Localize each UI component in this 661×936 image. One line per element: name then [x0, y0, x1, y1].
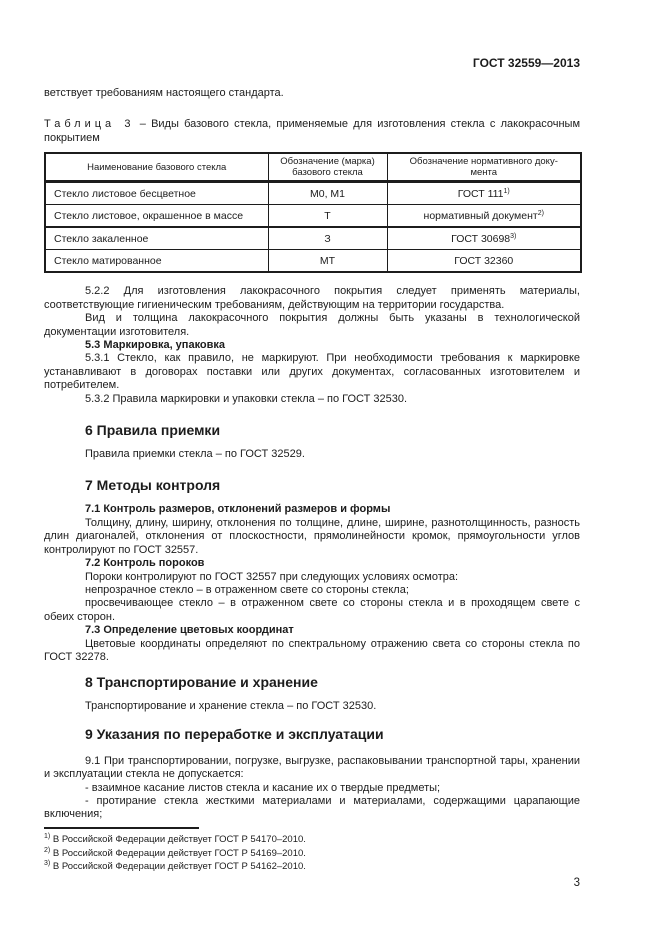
paragraph-5-3-2: 5.3.2 Правила маркировки и упаковки стекла – по ГОСТ 32530. — [85, 392, 408, 405]
paragraph-7-2-opaque: непрозрачное стекло – в отраженном свете со стороны стекла; — [85, 583, 409, 596]
cell-glass-doc-text: ГОСТ 111 — [457, 187, 504, 200]
lead-paragraph: ветствует требованиям настоящего стандарта. — [44, 87, 284, 99]
cell-glass-name: Стекло закаленное — [45, 227, 268, 250]
column-header-doc-line1: Обозначение нормативного доку- — [409, 156, 558, 168]
footnote-rule — [44, 827, 199, 830]
cell-glass-mark: З — [268, 227, 387, 250]
cell-glass-name: Стекло листовое, окрашенное в массе — [45, 205, 268, 228]
footnote-text: В Российской Федерации действует ГОСТ Р 54162–2010. — [52, 861, 306, 873]
footnote-text: В Российской Федерации действует ГОСТ Р 54169–2010. — [52, 847, 306, 859]
paragraph-8: Транспортирование и хранение стекла – по ГОСТ 32530. — [85, 700, 377, 713]
cell-glass-doc — [387, 205, 581, 228]
column-header-mark — [268, 153, 387, 182]
list-item-glass-wiping: - протирание стекла жесткими материалами и материалами, содержащими царапающие включения; — [44, 794, 580, 821]
footnote-ref: 2) — [537, 209, 544, 217]
table3-caption-label: Таблица 3 — [44, 118, 135, 131]
table3-caption-text-line1: Виды базового стекла, применяемые для изготовления стекла с лакокрасочным — [151, 118, 581, 131]
cell-glass-doc — [387, 250, 581, 273]
column-header-mark-line2: базового стекла — [292, 167, 363, 179]
footnote-text: В Российской Федерации действует ГОСТ Р 54170–2010. — [52, 834, 306, 846]
footnote — [44, 847, 580, 861]
footnote — [44, 860, 580, 874]
subheading-5-3: 5.3 Маркировка, упаковка — [85, 339, 226, 352]
footnote-marker: 3) — [44, 860, 51, 868]
cell-glass-name: Стекло матированное — [45, 250, 268, 273]
subheading-7-1: 7.1 Контроль размеров, отклонений размеров и формы — [85, 503, 391, 516]
cell-glass-doc-text: нормативный документ — [423, 209, 538, 222]
paragraph-7-2-intro: Пороки контролируют по ГОСТ 32557 при следующих условиях осмотра: — [85, 570, 459, 583]
subheading-7-2: 7.2 Контроль пороков — [85, 557, 205, 570]
cell-glass-doc — [387, 182, 581, 205]
heading-section-8: 8 Транспортирование и хранение — [85, 674, 318, 691]
cell-glass-name: Стекло листовое бесцветное — [45, 182, 268, 205]
table3-header-row — [45, 153, 581, 182]
table-row — [45, 205, 581, 228]
subheading-7-3: 7.3 Определение цветовых координат — [85, 624, 294, 637]
footnotes-block — [44, 827, 580, 874]
list-item-glass-contact: - взаимное касание листов стекла и касание их о твердые предметы; — [85, 781, 441, 794]
footnote-marker: 1) — [44, 833, 51, 841]
cell-glass-mark: М0, М1 — [268, 182, 387, 205]
table-row — [45, 250, 581, 273]
paragraph-7-1: Толщину, длину, ширину, отклонения по толщине, длине, ширине, разнотолщинность, разность длин диагоналей, отклонения от плоскостности, прямолинейности кромок, прямоугольности углов контролируют по ГОСТ 32557. — [44, 516, 580, 556]
doc-code: ГОСТ 32559—2013 — [472, 56, 580, 70]
paragraph-7-2-translucent: просвечивающее стекло – в отраженном свете со стороны стекла и в проходящем свете с обеих сторон. — [44, 597, 580, 623]
column-header-name: Наименование базового стекла — [45, 153, 268, 182]
cell-glass-doc-text: ГОСТ 30698 — [451, 232, 511, 245]
paragraph-6: Правила приемки стекла – по ГОСТ 32529. — [85, 448, 305, 461]
table-row — [45, 227, 581, 250]
table3-caption-text-line2: покрытием — [44, 132, 100, 145]
table3 — [44, 152, 582, 273]
cell-glass-doc-text: ГОСТ 32360 — [454, 254, 514, 267]
footnote-ref: 3) — [510, 232, 517, 240]
table3-caption-dash: – — [139, 118, 146, 131]
column-header-mark-line1: Обозначение (марка) — [280, 156, 375, 168]
heading-section-7: 7 Методы контроля — [85, 477, 221, 494]
heading-section-6: 6 Правила приемки — [85, 422, 221, 439]
footnote-marker: 2) — [44, 846, 51, 854]
column-header-doc — [387, 153, 581, 182]
page-number: 3 — [573, 876, 580, 889]
paragraph-coating-info: Вид и толщина лакокрасочного покрытия должны быть указаны в технологической документации изготовителя. — [44, 312, 580, 338]
table3-caption — [44, 117, 580, 145]
footnote-ref: 1) — [503, 187, 510, 195]
paragraph-7-3: Цветовые координаты определяют по спектральному отражению света со стороны стекла по ГОСТ 32278. — [44, 637, 580, 663]
cell-glass-mark: МТ — [268, 250, 387, 273]
paragraph-5-3-1: 5.3.1 Стекло, как правило, не маркируют. При необходимости требования к маркировке устанавливают в договорах поставки или других документах, согласованных изготовителем и потребителем. — [44, 352, 580, 392]
heading-section-9: 9 Указания по переработке и эксплуатации — [85, 725, 384, 742]
table-row — [45, 182, 581, 205]
footnote — [44, 833, 580, 847]
paragraph-5-2-2: 5.2.2 Для изготовления лакокрасочного покрытия следует применять материалы, соответствующие гигиеническим требованиям, действующим на территории государства. — [44, 285, 580, 311]
column-header-doc-line2: мента — [470, 167, 498, 179]
cell-glass-mark: Т — [268, 205, 387, 228]
cell-glass-doc — [387, 227, 581, 250]
paragraph-9-1: 9.1 При транспортировании, погрузке, выгрузке, распаковывании транспортной тары, хранении и эксплуатации стекла не допускается: — [44, 754, 580, 781]
